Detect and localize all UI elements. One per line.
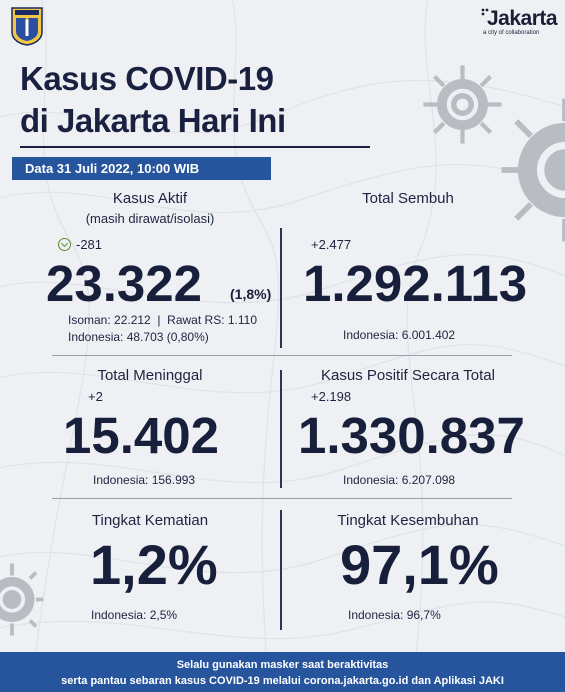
down-arrow-icon — [58, 238, 71, 251]
virus-icon — [500, 95, 565, 245]
brand-name: Jakarta — [487, 7, 558, 30]
row-divider — [52, 355, 512, 356]
tingkat-kesembuhan-value: 97,1% — [340, 533, 499, 596]
kasus-positif-label: Kasus Positif Secara Total — [321, 367, 495, 384]
kasus-aktif-percent: (1,8%) — [230, 286, 272, 302]
page-title — [20, 58, 286, 142]
virus-icon — [420, 62, 505, 147]
total-sembuh-delta: +2.477 — [311, 237, 352, 252]
title-divider — [20, 146, 370, 148]
kasus-aktif-value: 23.322 — [46, 255, 202, 312]
tingkat-kematian-indonesia: Indonesia: 2,5% — [91, 608, 178, 622]
brand-tagline: a city of collaboration — [483, 30, 540, 36]
total-sembuh-indonesia: Indonesia: 6.001.402 — [343, 328, 456, 342]
tingkat-kesembuhan-indonesia: Indonesia: 96,7% — [348, 608, 441, 622]
tingkat-kematian-label: Tingkat Kematian — [91, 512, 209, 529]
kasus-aktif-breakdown: Isoman: 22.212 | Rawat RS: 1.110 — [68, 313, 257, 327]
jakarta-brand-logo — [481, 4, 561, 38]
virus-icon — [0, 562, 45, 637]
kasus-aktif-sublabel: (masih dirawat/isolasi) — [85, 211, 215, 226]
date-banner: Data 31 Juli 2022, 10:00 WIB — [12, 157, 271, 180]
jakarta-emblem-icon — [10, 6, 44, 46]
total-sembuh-label: Total Sembuh — [362, 190, 454, 207]
row-divider — [52, 498, 512, 499]
total-meninggal-value: 15.402 — [63, 407, 219, 464]
total-meninggal-delta: +2 — [88, 389, 103, 404]
footer-line-2: serta pantau sebaran kasus COVID-19 melalui corona.jakarta.go.id dan Aplikasi JAKI — [61, 675, 504, 687]
title-line-2: di Jakarta Hari Ini — [20, 102, 286, 139]
tingkat-kesembuhan-label: Tingkat Kesembuhan — [337, 512, 479, 529]
kasus-positif-delta: +2.198 — [311, 389, 352, 404]
total-sembuh-value: 1.292.113 — [303, 255, 528, 312]
footer-line-1: Selalu gunakan masker saat beraktivitas — [176, 659, 389, 671]
tingkat-kematian-value: 1,2% — [90, 533, 218, 596]
column-divider — [280, 228, 282, 348]
kasus-positif-value: 1.330.837 — [298, 407, 525, 464]
total-meninggal-indonesia: Indonesia: 156.993 — [93, 473, 196, 487]
kasus-aktif-indonesia: Indonesia: 48.703 (0,80%) — [68, 330, 209, 344]
column-divider — [280, 370, 282, 488]
column-divider — [280, 510, 282, 630]
footer-banner — [0, 652, 565, 692]
title-line-1: Kasus COVID-19 — [20, 60, 274, 97]
kasus-aktif-label: Kasus Aktif — [112, 190, 188, 207]
kasus-aktif-delta: -281 — [76, 237, 103, 252]
kasus-positif-indonesia: Indonesia: 6.207.098 — [343, 473, 456, 487]
total-meninggal-label: Total Meninggal — [97, 367, 203, 384]
